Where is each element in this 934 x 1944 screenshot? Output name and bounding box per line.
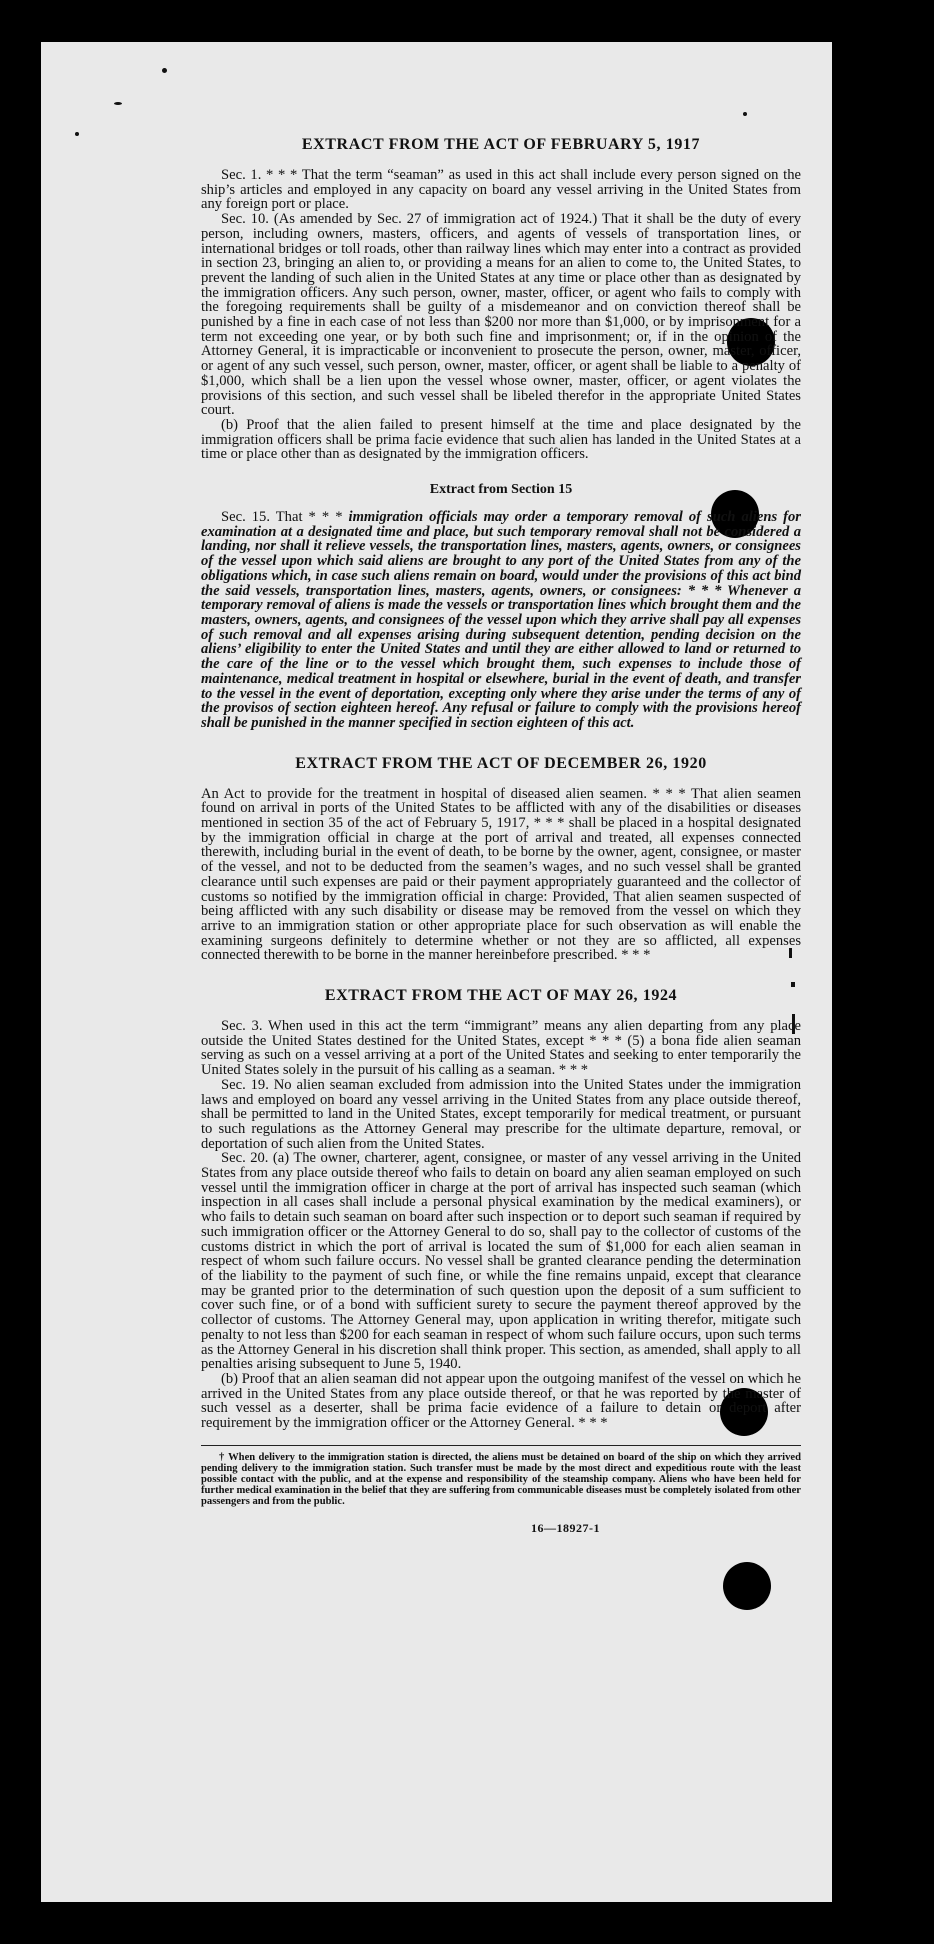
paragraph: Sec. 10. (As amended by Sec. 27 of immigration act of 1924.) That it shall be the duty of every person, including owners, masters, officers, and agents of vessels of transportation lines, or international bridges or toll roads, other than railway lines which may enter into a contract as provided in section 23, bringing an alien to, or providing a means for an alien to come to, the United States, to prevent the landing of such alien in the United States at any time or place other than as designated by the immigration officers. Any such person, owner, master, officer, or agent who fails to comply with the foregoing requirements shall be guilty of a misdemeanor and on conviction thereof shall be punished by a fine in each case of not less than $200 nor more than $1,000, or by imprisonment for a term not exceeding one year, or by both such fine and imprisonment; or, if in the opinion of the Attorney General, it is impracticable or inconvenient to prosecute the person, owner, master, officer, or agent of any such vessel, such person, owner, master, officer, or agent shall be liable to a penalty of $1,000, which shall be a lien upon the vessel whose owner, master, officer, or agent violates the provisions of this section, and such vessel shall be libeled therefor in the appropriate United States court. <box>201 211 801 419</box>
punch-hole-4 <box>723 1562 771 1610</box>
document-content <box>201 132 801 1536</box>
speck <box>162 68 167 73</box>
footnote-divider <box>201 1445 801 1446</box>
footnote: † When delivery to the immigration station is directed, the aliens must be detained on board of the ship on which they arrived pending delivery to the immigration station. Such transfer must be made by the most direct and expeditious route with the least possible contact with the public, and at the expense and responsibility of the steamship company. Aliens who have been held for further medical examination in the belief that they are suffering from communicable diseases must be completely isolated from other passengers and from the public. <box>201 1451 801 1507</box>
paragraph: (b) Proof that an alien seaman did not appear upon the outgoing manifest of the vessel on which he arrived in the United States from any place outside thereof, or that he was reported by the master of such vessel as a deserter, shall be prima facie evidence of a failure to detain or deport after requirement by the immigration officer or the Attorney General. * * * <box>201 1370 801 1432</box>
paragraph: An Act to provide for the treatment in hospital of diseased alien seamen. * * * That alien seamen found on arrival in ports of the United States to be afflicted with any of the disabilities or diseases mentioned in section 35 of the act of February 5, 1917, * * * shall be placed in a hospital designated by the immigration official in charge at the port of arrival and treated, all expenses connected therewith, including burial in the event of death, to be borne by the owner, agent, consignee, or master of the vessel, and not to be deducted from the seamen’s wages, and no such vessel shall be granted clearance until such expenses are paid or their payment appropriately guaranteed and the collector of customs so notified by the immigration official in charge: Provided, That alien seamen suspected of being afflicted with any such disability or disease may be removed from the vessel on which they arrive to an immigration station or other appropriate place for such observation as will enable the examining surgeons definitely to determine whether or not they are so afflicted, all expenses connected therewith to be borne in the manner hereinbefore prescribed. * * * <box>201 785 801 964</box>
speck <box>75 132 79 136</box>
section-subheading: Extract from Section 15 <box>429 482 573 498</box>
speck <box>743 112 747 116</box>
document-page <box>41 42 832 1902</box>
section-heading: EXTRACT FROM THE ACT OF DECEMBER 26, 1920 <box>295 754 707 772</box>
paragraph <box>201 510 801 731</box>
paragraph: (b) Proof that the alien failed to present himself at the time and place designated by the immigration officers shall be prima facie evidence that such alien has landed in the United States at a time or place other than as designated by the immigration officers. <box>201 416 801 463</box>
paragraph: Sec. 3. When used in this act the term “immigrant” means any alien departing from any place outside the United States destined for the United States, except * * * (5) a bona fide alien seaman serving as such on a vessel arriving at a port of the United States and seeking to enter temporarily the United States solely in the pursuit of his calling as a seaman. * * * <box>201 1018 801 1079</box>
form-number: 16—18927-1 <box>531 1520 600 1535</box>
paragraph-italic: immigration officials may order a temporary removal of such aliens for examination at a designated time and place, but such temporary removal shall not be considered a landing, nor shall it relieve vessels, the transportation lines, masters, agents, owners, or consignees of the vessel upon which said aliens are brought to any port of the United States from any of the obligations which, in case such aliens remain on board, would under the provisions of this act bind the said vessels, transportation lines, masters, agents, owners, or consignees: * * * Whenever a temporary removal of aliens is made the vessels or transportation lines which brought them and the masters, owners, agents, and consignees of the vessel upon which they arrive shall pay all expenses of such removal and all expenses arising during subsequent detention, pending decision on the aliens’ eligibility to enter the United States and until they are either allowed to land or returned to the care of the line or to the vessel which brought them, such expenses to include those of maintenance, medical treatment in hospital or elsewhere, burial in the event of death, and transfer to the vessel in the event of deportation, excepting only where they arise under the terms of any of the provisos of section eighteen hereof. Any refusal or failure to comply with the provisions hereof shall be punished in the manner specified in section eighteen of this act. <box>201 509 801 731</box>
section-heading: EXTRACT FROM THE ACT OF MAY 26, 1924 <box>324 987 678 1005</box>
section-heading: EXTRACT FROM THE ACT OF FEBRUARY 5, 1917 <box>301 136 701 153</box>
paragraph: Sec. 19. No alien seaman excluded from admission into the United States under the immigration laws and employed on board any vessel arriving in the United States from any place outside thereof, shall be permitted to land in the United States, except temporarily for medical treatment, or pursuant to such regulations as the Attorney General may prescribe for the ultimate departure, removal, or deportation of such alien from the United States. <box>201 1076 801 1152</box>
paragraph-lead: Sec. 15. That * * * <box>221 509 349 526</box>
paragraph: Sec. 1. * * * That the term “seaman” as used in this act shall include every person signed on the ship’s articles and employed in any capacity on board any vessel arriving in the United States from any foreign port or place. <box>201 167 801 213</box>
speck <box>114 102 122 105</box>
paragraph: Sec. 20. (a) The owner, charterer, agent, consignee, or master of any vessel arriving in the United States from any place outside thereof who fails to detain on board any alien seaman employed on such vessel until the immigration officer in charge at the port of arrival has inspected such seaman (which inspection in all cases shall include a personal physical examination by the medical examiners), or who fails to detain such seaman on board after such inspection or to deport such seaman if required by such immigration officer or the Attorney General to do so, shall pay to the collector of customs of the customs district in which the port of arrival is located the sum of $1,000 for each alien seaman in respect of whom such failure occurs. No vessel shall be granted clearance pending the determination of the liability to the payment of such fine, or while the fine remains unpaid, except that clearance may be granted prior to the determination of such question upon the deposit of a sum sufficient to cover such fine, or of a bond with sufficient surety to secure the payment thereof approved by the collector of customs. The Attorney General may, upon application in writing therefor, mitigate such penalty to not less than $200 for each seaman in respect of whom such failure occurs, upon such terms as the Attorney General in his discretion shall think proper. This section, as amended, shall apply to all penalties arising subsequent to June 5, 1940. <box>201 1150 801 1373</box>
